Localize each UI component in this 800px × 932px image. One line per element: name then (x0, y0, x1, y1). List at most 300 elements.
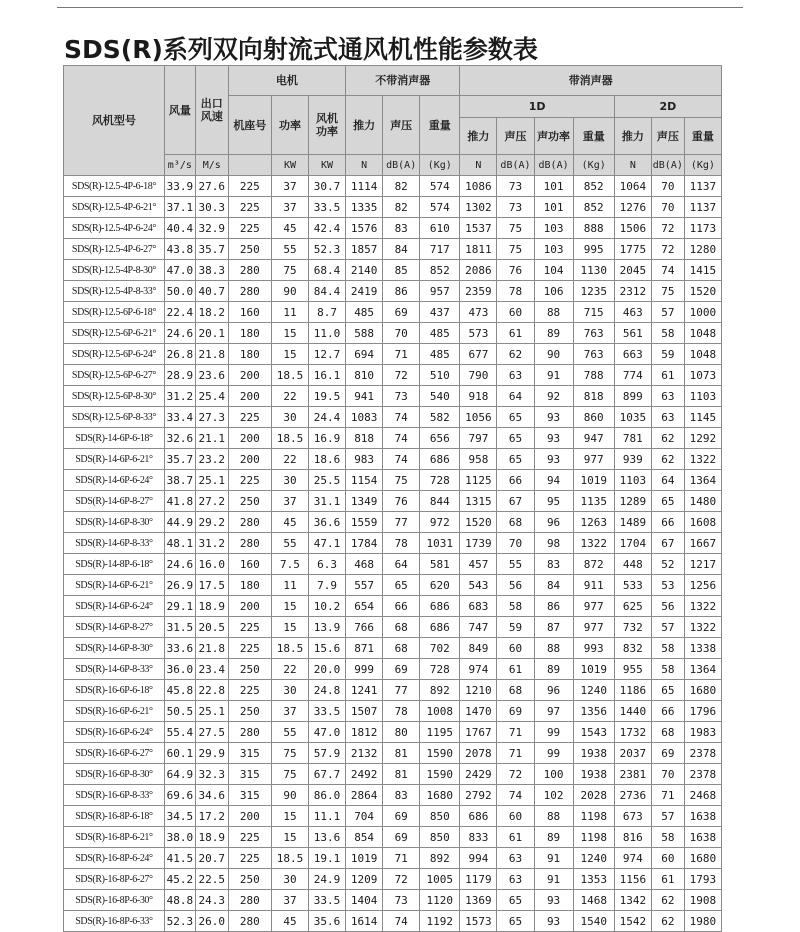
cell-2d-sound: 57 (651, 302, 684, 323)
cell-fan-power: 24.8 (309, 680, 346, 701)
cell-2d-sound: 64 (651, 470, 684, 491)
cell-thrust: 1507 (346, 701, 383, 722)
cell-1d-thrust: 1739 (460, 533, 497, 554)
cell-weight: 510 (420, 365, 460, 386)
cell-sound: 69 (383, 659, 420, 680)
table-row (64, 449, 722, 470)
table-row (64, 386, 722, 407)
cell-outlet-speed: 21.8 (195, 344, 228, 365)
cell-power: 45 (271, 911, 308, 932)
unit-fan-power: KW (309, 155, 346, 176)
cell-1d-weight: 1235 (573, 281, 614, 302)
cell-1d-sound-power: 102 (534, 785, 573, 806)
cell-thrust: 1154 (346, 470, 383, 491)
cell-1d-sound: 76 (497, 260, 534, 281)
cell-2d-sound: 62 (651, 911, 684, 932)
cell-1d-sound: 65 (497, 428, 534, 449)
cell-2d-weight: 2378 (684, 743, 721, 764)
cell-airflow: 26.9 (164, 575, 195, 596)
cell-frame: 225 (228, 680, 271, 701)
cell-1d-thrust: 2359 (460, 281, 497, 302)
cell-2d-sound: 66 (651, 701, 684, 722)
cell-thrust: 2419 (346, 281, 383, 302)
cell-sound: 73 (383, 386, 420, 407)
header-2d: 2D (614, 96, 721, 118)
cell-1d-sound: 58 (497, 596, 534, 617)
cell-fan-power: 20.0 (309, 659, 346, 680)
cell-fan-power: 33.5 (309, 890, 346, 911)
cell-frame: 225 (228, 617, 271, 638)
cell-thrust: 1083 (346, 407, 383, 428)
cell-weight: 582 (420, 407, 460, 428)
cell-1d-thrust: 2429 (460, 764, 497, 785)
cell-2d-sound: 57 (651, 806, 684, 827)
cell-fan-power: 8.7 (309, 302, 346, 323)
cell-2d-thrust: 1156 (614, 869, 651, 890)
cell-2d-weight: 1173 (684, 218, 721, 239)
cell-power: 45 (271, 512, 308, 533)
cell-1d-sound-power: 89 (534, 827, 573, 848)
cell-outlet-speed: 18.2 (195, 302, 228, 323)
cell-1d-thrust: 1179 (460, 869, 497, 890)
cell-frame: 315 (228, 785, 271, 806)
cell-2d-weight: 1217 (684, 554, 721, 575)
cell-1d-weight: 1543 (573, 722, 614, 743)
cell-weight: 844 (420, 491, 460, 512)
cell-sound: 71 (383, 848, 420, 869)
cell-airflow: 31.2 (164, 386, 195, 407)
cell-1d-thrust: 1086 (460, 176, 497, 197)
header-thrust: 推力 (346, 96, 383, 155)
cell-model: SDS(R)-14-6P-8-27° (64, 491, 165, 512)
table-row (64, 911, 722, 932)
cell-1d-sound: 71 (497, 743, 534, 764)
cell-2d-weight: 1608 (684, 512, 721, 533)
cell-frame: 250 (228, 491, 271, 512)
unit-1d-sound-power: dB(A) (534, 155, 573, 176)
cell-airflow: 26.8 (164, 344, 195, 365)
cell-1d-sound: 68 (497, 512, 534, 533)
cell-power: 11 (271, 302, 308, 323)
cell-frame: 160 (228, 302, 271, 323)
cell-weight: 437 (420, 302, 460, 323)
cell-airflow: 36.0 (164, 659, 195, 680)
cell-power: 15 (271, 617, 308, 638)
cell-2d-sound: 58 (651, 638, 684, 659)
cell-1d-sound-power: 106 (534, 281, 573, 302)
cell-weight: 686 (420, 617, 460, 638)
cell-2d-thrust: 1064 (614, 176, 651, 197)
cell-1d-thrust: 2078 (460, 743, 497, 764)
cell-frame: 280 (228, 533, 271, 554)
cell-frame: 280 (228, 260, 271, 281)
cell-weight: 574 (420, 176, 460, 197)
cell-1d-weight: 977 (573, 617, 614, 638)
cell-2d-weight: 1000 (684, 302, 721, 323)
cell-fan-power: 12.7 (309, 344, 346, 365)
table-row (64, 743, 722, 764)
cell-1d-weight: 977 (573, 449, 614, 470)
cell-fan-power: 84.4 (309, 281, 346, 302)
cell-1d-thrust: 790 (460, 365, 497, 386)
cell-2d-sound: 71 (651, 785, 684, 806)
cell-1d-sound-power: 93 (534, 911, 573, 932)
cell-power: 37 (271, 701, 308, 722)
unit-power: KW (271, 155, 308, 176)
cell-1d-weight: 911 (573, 575, 614, 596)
cell-2d-sound: 72 (651, 239, 684, 260)
cell-1d-weight: 1263 (573, 512, 614, 533)
cell-fan-power: 24.4 (309, 407, 346, 428)
cell-power: 15 (271, 323, 308, 344)
cell-1d-sound-power: 90 (534, 344, 573, 365)
table-row (64, 722, 722, 743)
cell-fan-power: 24.9 (309, 869, 346, 890)
cell-model: SDS(R)-14-6P-8-33° (64, 533, 165, 554)
cell-1d-sound: 62 (497, 344, 534, 365)
cell-1d-sound: 68 (497, 680, 534, 701)
cell-power: 90 (271, 281, 308, 302)
table-row (64, 575, 722, 596)
cell-fan-power: 47.1 (309, 533, 346, 554)
cell-sound: 68 (383, 638, 420, 659)
cell-frame: 225 (228, 197, 271, 218)
table-row (64, 260, 722, 281)
cell-frame: 250 (228, 239, 271, 260)
cell-1d-sound: 72 (497, 764, 534, 785)
cell-weight: 852 (420, 260, 460, 281)
cell-airflow: 50.0 (164, 281, 195, 302)
cell-sound: 74 (383, 449, 420, 470)
top-rule (57, 7, 743, 8)
cell-2d-weight: 1322 (684, 596, 721, 617)
cell-thrust: 588 (346, 323, 383, 344)
cell-1d-sound: 74 (497, 785, 534, 806)
cell-thrust: 2492 (346, 764, 383, 785)
cell-weight: 610 (420, 218, 460, 239)
cell-thrust: 1335 (346, 197, 383, 218)
cell-2d-sound: 58 (651, 659, 684, 680)
cell-model: SDS(R)-14-8P-6-18° (64, 554, 165, 575)
cell-model: SDS(R)-12.5-4P-6-27° (64, 239, 165, 260)
cell-1d-weight: 1240 (573, 680, 614, 701)
cell-1d-weight: 1353 (573, 869, 614, 890)
cell-airflow: 28.9 (164, 365, 195, 386)
cell-1d-sound-power: 88 (534, 638, 573, 659)
cell-2d-weight: 2378 (684, 764, 721, 785)
cell-model: SDS(R)-14-6P-6-18° (64, 428, 165, 449)
cell-fan-power: 86.0 (309, 785, 346, 806)
cell-1d-sound: 61 (497, 827, 534, 848)
cell-frame: 160 (228, 554, 271, 575)
cell-1d-sound: 61 (497, 659, 534, 680)
cell-outlet-speed: 35.7 (195, 239, 228, 260)
cell-1d-sound: 66 (497, 470, 534, 491)
cell-airflow: 43.8 (164, 239, 195, 260)
cell-1d-weight: 872 (573, 554, 614, 575)
cell-power: 30 (271, 680, 308, 701)
cell-model: SDS(R)-12.5-4P-6-24° (64, 218, 165, 239)
cell-airflow: 33.9 (164, 176, 195, 197)
cell-weight: 656 (420, 428, 460, 449)
cell-outlet-speed: 21.8 (195, 638, 228, 659)
table-row (64, 848, 722, 869)
cell-2d-thrust: 1289 (614, 491, 651, 512)
cell-2d-weight: 1364 (684, 470, 721, 491)
cell-thrust: 485 (346, 302, 383, 323)
cell-2d-weight: 1145 (684, 407, 721, 428)
cell-1d-sound-power: 91 (534, 365, 573, 386)
cell-1d-thrust: 1573 (460, 911, 497, 932)
cell-outlet-speed: 27.2 (195, 491, 228, 512)
cell-airflow: 45.8 (164, 680, 195, 701)
cell-2d-sound: 70 (651, 176, 684, 197)
cell-weight: 1005 (420, 869, 460, 890)
cell-fan-power: 10.2 (309, 596, 346, 617)
cell-fan-power: 16.9 (309, 428, 346, 449)
cell-weight: 957 (420, 281, 460, 302)
header-weight: 重量 (420, 96, 460, 155)
cell-power: 90 (271, 785, 308, 806)
cell-1d-sound: 65 (497, 407, 534, 428)
cell-1d-sound: 64 (497, 386, 534, 407)
cell-1d-weight: 2028 (573, 785, 614, 806)
cell-2d-sound: 61 (651, 365, 684, 386)
cell-airflow: 29.1 (164, 596, 195, 617)
cell-power: 15 (271, 827, 308, 848)
cell-outlet-speed: 34.6 (195, 785, 228, 806)
cell-1d-sound-power: 91 (534, 848, 573, 869)
cell-sound: 69 (383, 806, 420, 827)
cell-frame: 315 (228, 743, 271, 764)
cell-weight: 1680 (420, 785, 460, 806)
cell-weight: 1590 (420, 764, 460, 785)
header-with-silencer: 带消声器 (460, 66, 722, 96)
cell-1d-sound-power: 93 (534, 407, 573, 428)
cell-power: 55 (271, 722, 308, 743)
cell-model: SDS(R)-12.5-6P-8-30° (64, 386, 165, 407)
cell-2d-thrust: 1035 (614, 407, 651, 428)
cell-thrust: 694 (346, 344, 383, 365)
cell-power: 37 (271, 197, 308, 218)
cell-2d-weight: 1103 (684, 386, 721, 407)
cell-outlet-speed: 17.5 (195, 575, 228, 596)
cell-model: SDS(R)-16-6P-8-30° (64, 764, 165, 785)
table-row (64, 302, 722, 323)
cell-model: SDS(R)-16-8P-6-18° (64, 806, 165, 827)
cell-2d-weight: 1680 (684, 848, 721, 869)
table-row (64, 617, 722, 638)
cell-1d-thrust: 1315 (460, 491, 497, 512)
cell-weight: 581 (420, 554, 460, 575)
cell-2d-thrust: 832 (614, 638, 651, 659)
cell-airflow: 52.3 (164, 911, 195, 932)
cell-sound: 68 (383, 617, 420, 638)
cell-2d-thrust: 1489 (614, 512, 651, 533)
cell-fan-power: 30.7 (309, 176, 346, 197)
cell-model: SDS(R)-14-6P-6-21° (64, 449, 165, 470)
cell-airflow: 38.0 (164, 827, 195, 848)
cell-1d-sound-power: 87 (534, 617, 573, 638)
cell-2d-weight: 1908 (684, 890, 721, 911)
cell-power: 30 (271, 869, 308, 890)
cell-fan-power: 36.6 (309, 512, 346, 533)
cell-1d-thrust: 994 (460, 848, 497, 869)
cell-weight: 892 (420, 680, 460, 701)
cell-2d-sound: 63 (651, 407, 684, 428)
cell-weight: 717 (420, 239, 460, 260)
cell-airflow: 22.4 (164, 302, 195, 323)
unit-1d-thrust: N (460, 155, 497, 176)
cell-1d-sound: 73 (497, 197, 534, 218)
unit-thrust: N (346, 155, 383, 176)
table-row (64, 218, 722, 239)
cell-outlet-speed: 29.9 (195, 743, 228, 764)
cell-1d-sound: 73 (497, 176, 534, 197)
cell-frame: 200 (228, 596, 271, 617)
header-1d: 1D (460, 96, 614, 118)
performance-table (63, 65, 722, 932)
cell-power: 55 (271, 239, 308, 260)
cell-fan-power: 33.5 (309, 197, 346, 218)
cell-sound: 64 (383, 554, 420, 575)
cell-fan-power: 11.1 (309, 806, 346, 827)
cell-fan-power: 19.1 (309, 848, 346, 869)
cell-sound: 69 (383, 827, 420, 848)
cell-2d-sound: 65 (651, 680, 684, 701)
header-frame: 机座号 (228, 96, 271, 155)
cell-frame: 200 (228, 365, 271, 386)
cell-thrust: 2864 (346, 785, 383, 806)
cell-outlet-speed: 25.1 (195, 470, 228, 491)
cell-airflow: 69.6 (164, 785, 195, 806)
cell-1d-thrust: 2792 (460, 785, 497, 806)
cell-thrust: 854 (346, 827, 383, 848)
cell-1d-sound: 60 (497, 806, 534, 827)
cell-2d-thrust: 974 (614, 848, 651, 869)
cell-thrust: 468 (346, 554, 383, 575)
cell-2d-weight: 2468 (684, 785, 721, 806)
cell-1d-sound: 78 (497, 281, 534, 302)
cell-sound: 74 (383, 428, 420, 449)
cell-airflow: 34.5 (164, 806, 195, 827)
cell-frame: 225 (228, 218, 271, 239)
cell-2d-thrust: 1542 (614, 911, 651, 932)
cell-model: SDS(R)-12.5-4P-8-33° (64, 281, 165, 302)
header-motor: 电机 (228, 66, 345, 96)
cell-1d-weight: 715 (573, 302, 614, 323)
cell-model: SDS(R)-16-6P-8-33° (64, 785, 165, 806)
header-outlet-speed (195, 66, 228, 155)
cell-2d-weight: 1073 (684, 365, 721, 386)
cell-outlet-speed: 29.2 (195, 512, 228, 533)
cell-frame: 280 (228, 722, 271, 743)
cell-thrust: 1576 (346, 218, 383, 239)
cell-1d-sound-power: 103 (534, 239, 573, 260)
cell-frame: 225 (228, 176, 271, 197)
cell-1d-sound-power: 101 (534, 176, 573, 197)
cell-1d-weight: 1322 (573, 533, 614, 554)
cell-1d-thrust: 833 (460, 827, 497, 848)
cell-outlet-speed: 25.1 (195, 701, 228, 722)
table-row (64, 428, 722, 449)
cell-fan-power: 57.9 (309, 743, 346, 764)
cell-2d-thrust: 1103 (614, 470, 651, 491)
header-fan-power (309, 96, 346, 155)
cell-1d-thrust: 958 (460, 449, 497, 470)
cell-2d-thrust: 1276 (614, 197, 651, 218)
cell-power: 37 (271, 890, 308, 911)
cell-frame: 280 (228, 911, 271, 932)
cell-fan-power: 16.1 (309, 365, 346, 386)
cell-1d-thrust: 1369 (460, 890, 497, 911)
cell-outlet-speed: 23.4 (195, 659, 228, 680)
cell-2d-weight: 1280 (684, 239, 721, 260)
cell-outlet-speed: 20.5 (195, 617, 228, 638)
cell-1d-sound: 65 (497, 890, 534, 911)
cell-1d-sound-power: 98 (534, 533, 573, 554)
cell-thrust: 654 (346, 596, 383, 617)
header-1d-weight: 重量 (573, 118, 614, 155)
cell-fan-power: 7.9 (309, 575, 346, 596)
cell-2d-sound: 59 (651, 344, 684, 365)
cell-frame: 280 (228, 890, 271, 911)
cell-sound: 83 (383, 785, 420, 806)
cell-sound: 78 (383, 701, 420, 722)
cell-power: 18.5 (271, 848, 308, 869)
cell-model: SDS(R)-12.5-4P-8-30° (64, 260, 165, 281)
cell-model: SDS(R)-14-6P-8-30° (64, 512, 165, 533)
cell-power: 18.5 (271, 428, 308, 449)
cell-1d-sound-power: 104 (534, 260, 573, 281)
cell-1d-thrust: 1470 (460, 701, 497, 722)
cell-frame: 250 (228, 701, 271, 722)
cell-model: SDS(R)-14-6P-8-27° (64, 617, 165, 638)
cell-outlet-speed: 27.5 (195, 722, 228, 743)
cell-2d-sound: 58 (651, 827, 684, 848)
cell-weight: 1120 (420, 890, 460, 911)
cell-model: SDS(R)-12.5-6P-6-27° (64, 365, 165, 386)
cell-2d-thrust: 1732 (614, 722, 651, 743)
cell-power: 75 (271, 743, 308, 764)
cell-2d-thrust: 781 (614, 428, 651, 449)
cell-thrust: 1559 (346, 512, 383, 533)
cell-1d-thrust: 1210 (460, 680, 497, 701)
cell-weight: 686 (420, 596, 460, 617)
cell-1d-sound-power: 96 (534, 512, 573, 533)
table-row (64, 806, 722, 827)
cell-2d-thrust: 816 (614, 827, 651, 848)
cell-model: SDS(R)-14-6P-6-24° (64, 596, 165, 617)
cell-outlet-speed: 38.3 (195, 260, 228, 281)
cell-model: SDS(R)-16-8P-6-24° (64, 848, 165, 869)
header-no-silencer: 不带消声器 (346, 66, 460, 96)
header-model: 风机型号 (64, 66, 165, 176)
cell-thrust: 1812 (346, 722, 383, 743)
cell-model: SDS(R)-14-6P-6-24° (64, 470, 165, 491)
cell-2d-weight: 1322 (684, 449, 721, 470)
cell-airflow: 64.9 (164, 764, 195, 785)
cell-model: SDS(R)-16-6P-6-18° (64, 680, 165, 701)
cell-frame: 225 (228, 407, 271, 428)
header-1d-sound: 声压 (497, 118, 534, 155)
cell-weight: 850 (420, 827, 460, 848)
cell-power: 7.5 (271, 554, 308, 575)
cell-2d-weight: 1480 (684, 491, 721, 512)
cell-model: SDS(R)-16-8P-6-33° (64, 911, 165, 932)
cell-weight: 1195 (420, 722, 460, 743)
cell-2d-weight: 1983 (684, 722, 721, 743)
